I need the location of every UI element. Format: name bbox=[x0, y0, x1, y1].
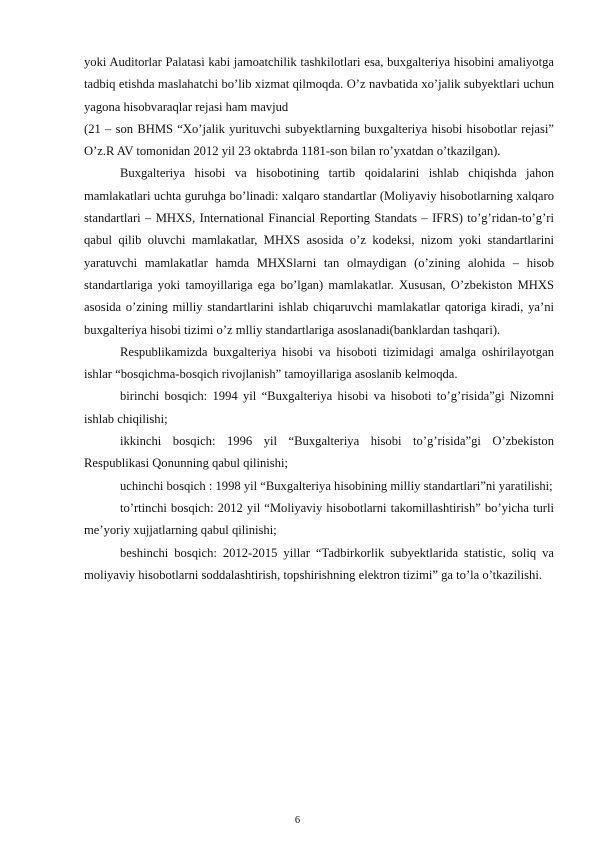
paragraph: Buxgalteriya hisobi va hisobotining tartib qoidalarini ishlab chiqishda jahon mamlakatlari uchta guruhga bo’linadi: xalqaro standartlar (Moliyaviy hisobotlarning xalqaro standartlari – MHXS, International Financial Reporting Standats – IFRS) to’g’ridan-to’g’ri qabul qilib oluvchi mamlakatlar, MHXS asosida o’z kodeksi, nizom yoki standartlarini yaratuvchi mamlakatlar hamda MHXSlarni tan olmaydigan (o’zining alohida – hisob standartlariga yoki tamoyillariga ega bo’lgan) mamlakatlar. Xususan, O’zbekiston MHXS asosida o’zining milliy standartlarini ishlab chiqaruvchi mamlakatlar qatoriga kiradi, ya’ni buxgalteriya hisobi tizimi o’z mlliy standartlariga asoslanadi(banklardan tashqari). bbox=[84, 166, 554, 337]
paragraph: yoki Auditorlar Palatasi kabi jamoatchilik tashkilotlari esa, buxgalteriya hisobini amaliyotga tadbiq etishda maslahatchi bo’lib xizmat qilmoqda. O’z navbatida xo’jalik subyektlari uchun yagona hisobvaraqlar rejasi ham mavjud bbox=[84, 55, 554, 114]
paragraph: Respublikamizda buxgalteriya hisobi va hisoboti tizimidagi amalga oshirilayotgan ishlar “bosqichma-bosqich rivojlanish” tamoyillariga asoslanib kelmoqda. bbox=[84, 344, 554, 382]
page-number: 6 bbox=[294, 815, 301, 826]
body-text bbox=[84, 51, 554, 586]
list-item: ikkinchi bosqich: 1996 yil “Buxgalteriya hisobi to’g’risida”gi O’zbekiston Respublikasi Qonunning qabul qilinishi; bbox=[84, 434, 554, 471]
list-item: birinchi bosqich: 1994 yil “Buxgalteriya hisobi va hisoboti to’g’risida”gi Nizomni ishlab chiqilishi; bbox=[84, 389, 554, 426]
list-item: to’rtinchi bosqich: 2012 yil “Moliyaviy hisobotlarni takomillashtirish” bo’yicha turli me’yoriy xujjatlarning qabul qilinishi; bbox=[84, 500, 554, 538]
paragraph: (21 – son BHMS “Xo’jalik yurituvchi subyektlarning buxgalteriya hisobi hisobotlar rejasi” O’z.R AV tomonidan 2012 yil 23 oktabrda 1181-son bilan ro’yxatdan o’tkazilgan). bbox=[84, 121, 554, 159]
list-item: uchinchi bosqich : 1998 yil “Buxgalteriya hisobining milliy standartlari”ni yaratilishi; bbox=[120, 478, 553, 493]
list-item: beshinchi bosqich: 2012-2015 yillar “Tadbirkorlik subyektlarida statistic, soliq va moliyaviy hisobotlarni soddalashtirish, topshirishning elektron tizimi” ga to’la o’tkazilishi. bbox=[84, 545, 554, 582]
